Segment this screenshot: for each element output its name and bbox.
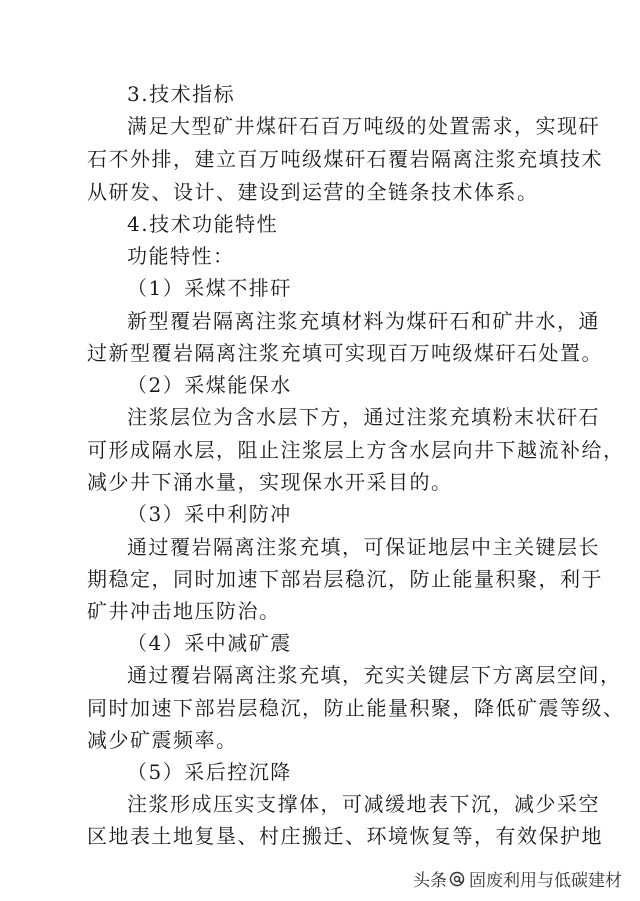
paragraph-line: 从研发、设计、建设到运营的全链条技术体系。 bbox=[87, 180, 539, 204]
paragraph-line: 满足大型矿井煤矸石百万吨级的处置需求，实现矸 bbox=[127, 114, 600, 138]
paragraph-line: 减少井下涌水量，实现保水开采目的。 bbox=[87, 470, 453, 494]
subheading-3: （3）采中利防冲 bbox=[127, 502, 292, 526]
paragraph-line: 注浆形成压实支撑体，可减缓地表下沉，减少采空 bbox=[127, 792, 600, 816]
watermark-account: 固废利用与低碳建材 bbox=[469, 871, 622, 891]
paragraph-line: 区地表土地复垦、村庄搬迁、环境恢复等，有效保护地 bbox=[87, 824, 603, 848]
subheading-2: （2）采煤能保水 bbox=[127, 373, 292, 397]
paragraph-line: 可形成隔水层，阻止注浆层上方含水层向井下越流补给， bbox=[87, 438, 625, 462]
paragraph-line: 注浆层位为含水层下方，通过注浆充填粉末状矸石 bbox=[127, 405, 600, 429]
paragraph-line: 石不外排，建立百万吨级煤矸石覆岩隔离注浆充填技术 bbox=[87, 147, 603, 171]
watermark bbox=[409, 864, 626, 893]
paragraph-line: 通过覆岩隔离注浆充填，充实关键层下方离层空间， bbox=[127, 663, 622, 687]
paragraph-line: 同时加速下部岩层稳沉，防止能量积聚，降低矿震等级、 bbox=[87, 696, 625, 720]
subheading-5: （5）采后控沉降 bbox=[127, 760, 292, 784]
heading-technical-features: 4.技术功能特性 bbox=[127, 212, 279, 236]
paragraph-line: 减少矿震频率。 bbox=[87, 728, 238, 752]
heading-technical-indicators: 3.技术指标 bbox=[127, 82, 236, 106]
paragraph-line: 新型覆岩隔离注浆充填材料为煤矸石和矿井水，通 bbox=[127, 309, 600, 333]
paragraph-line: 功能特性： bbox=[127, 244, 235, 268]
subheading-1: （1）采煤不排矸 bbox=[127, 276, 292, 300]
paragraph-line: 矿井冲击地压防治。 bbox=[87, 599, 281, 623]
paragraph-line: 过新型覆岩隔离注浆充填可实现百万吨级煤矸石处置。 bbox=[87, 341, 603, 365]
at-sign-icon bbox=[449, 871, 465, 887]
paragraph-line: 通过覆岩隔离注浆充填，可保证地层中主关键层长 bbox=[127, 535, 600, 559]
subheading-4: （4）采中减矿震 bbox=[127, 631, 292, 655]
paragraph-line: 期稳定，同时加速下部岩层稳沉，防止能量积聚，利于 bbox=[87, 567, 603, 591]
watermark-prefix: 头条 bbox=[413, 871, 447, 891]
